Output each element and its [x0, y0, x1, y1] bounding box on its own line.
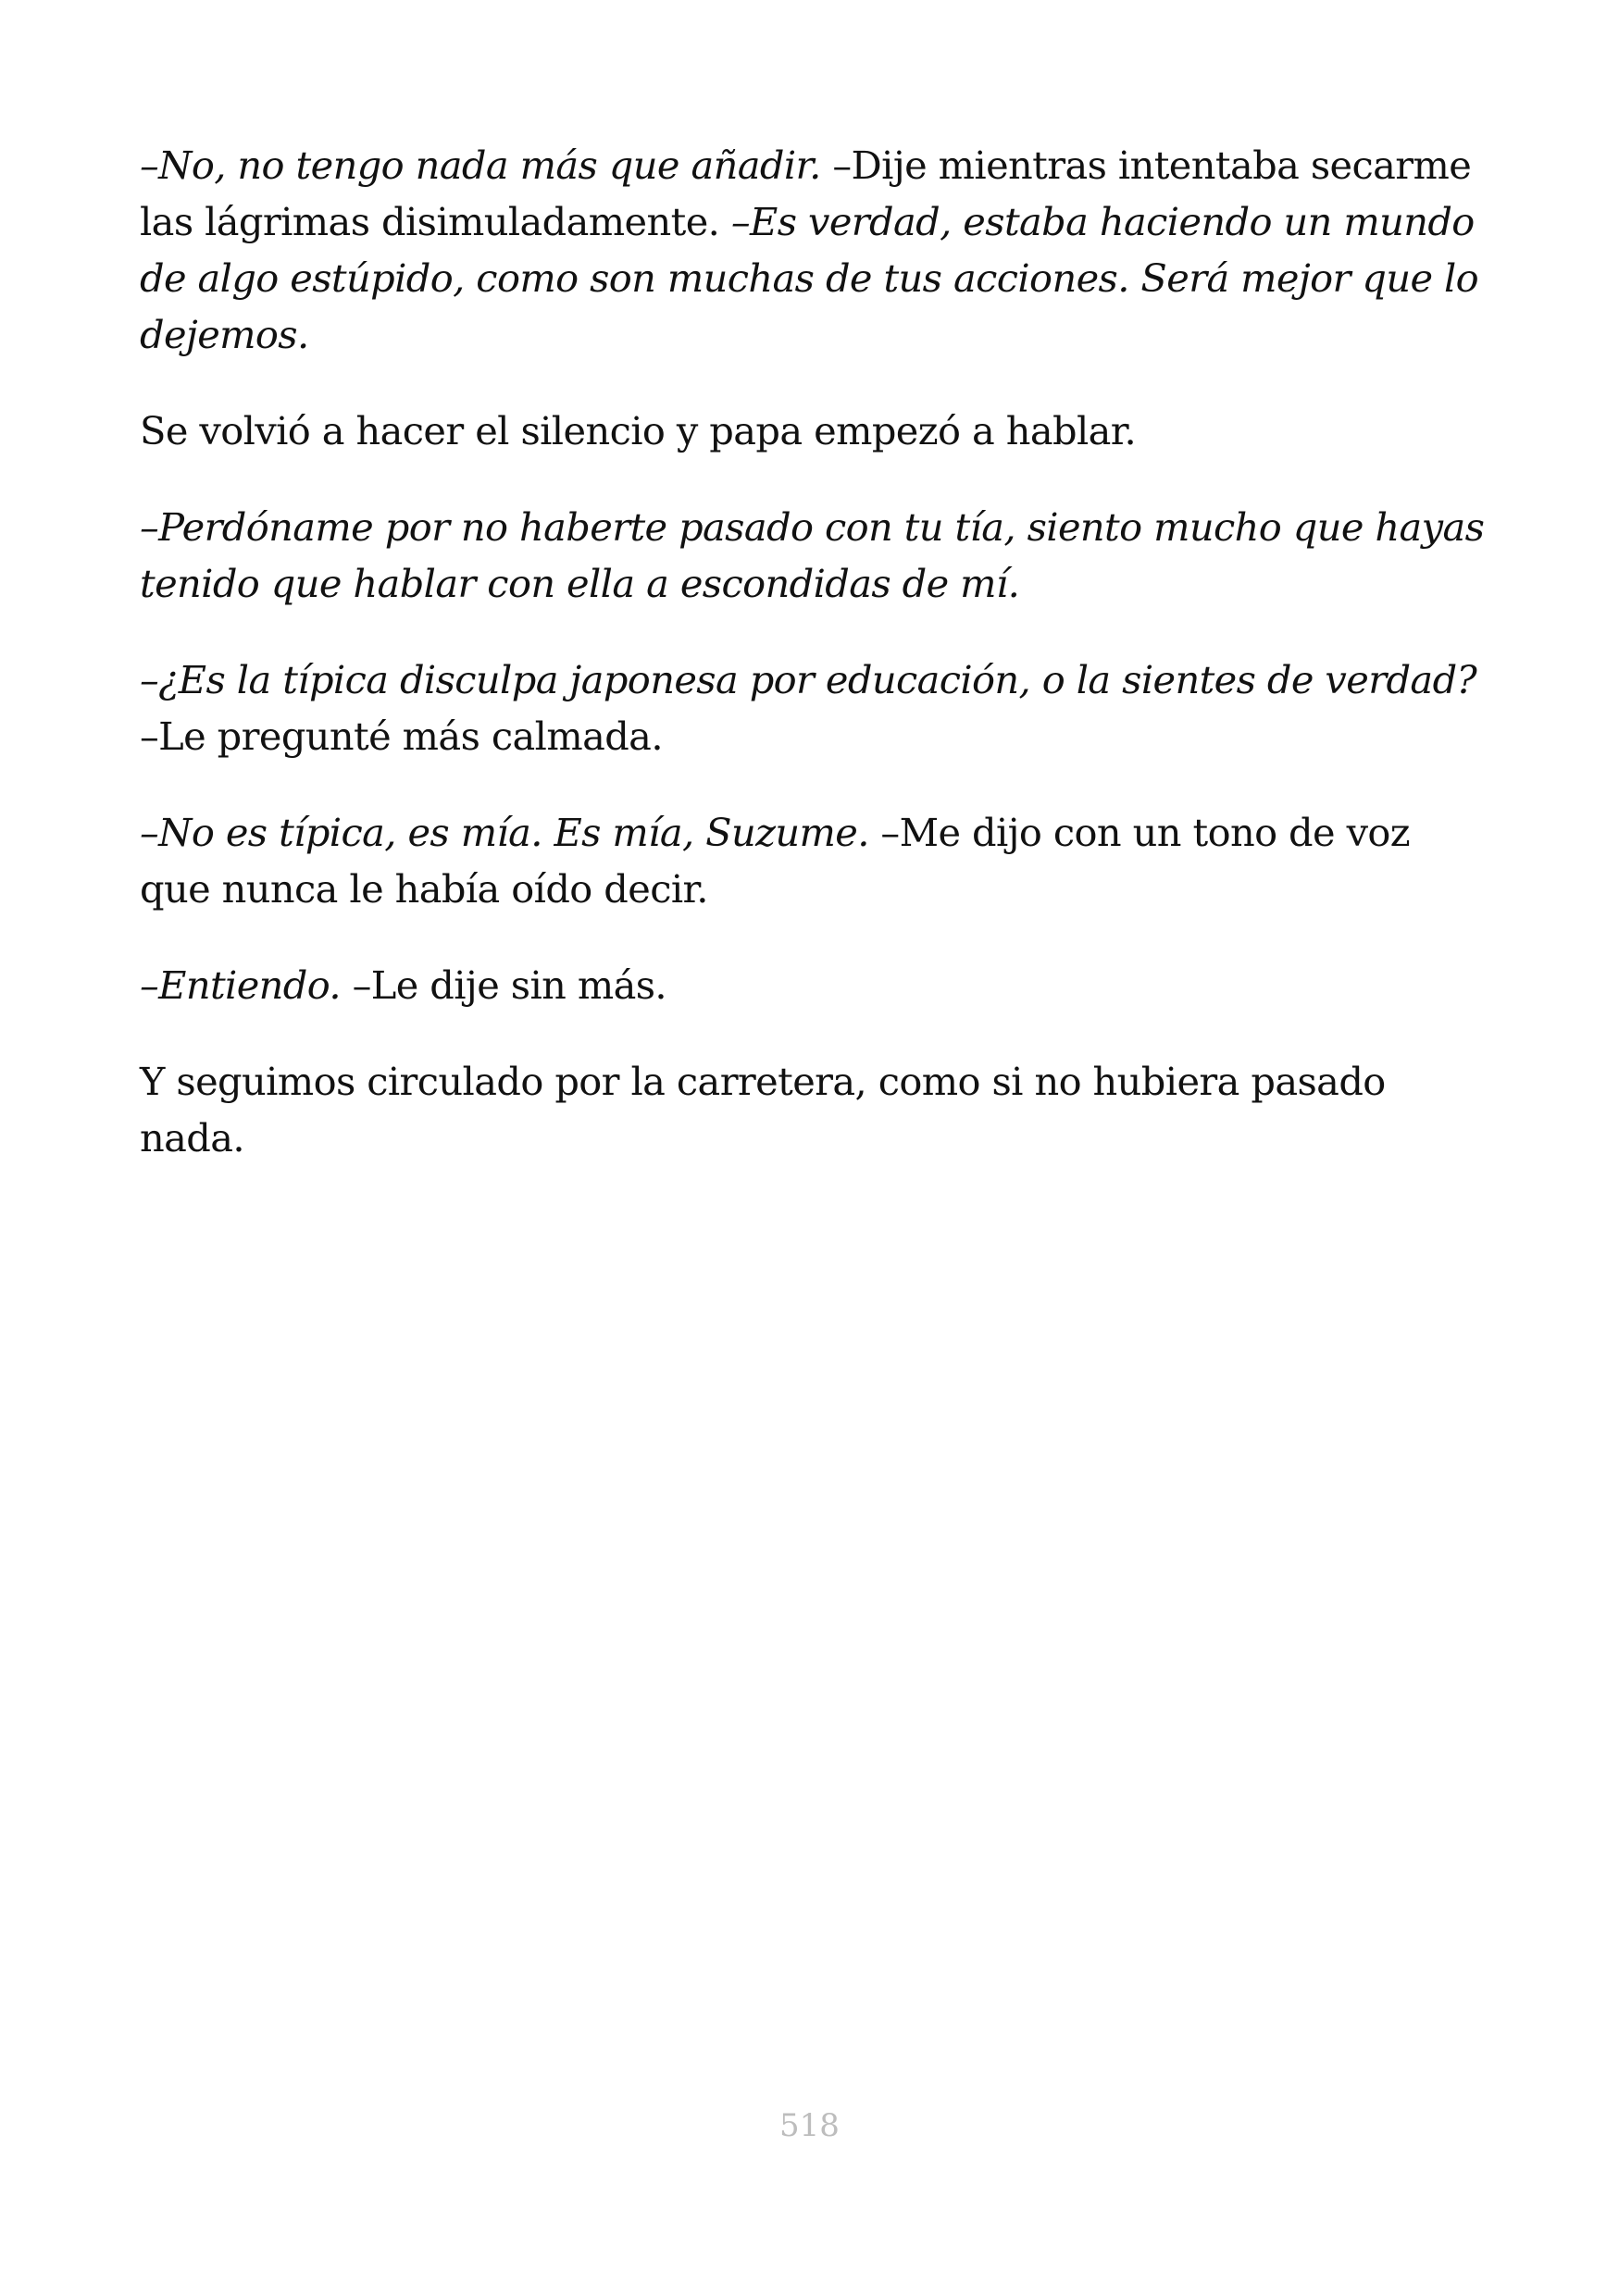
dialogue-italic: –No es típica, es mía. Es mía, Suzume.: [140, 810, 881, 855]
narration: –Dije mientras intentaba secarme las lágrimas disimuladamente.: [140, 143, 1472, 244]
dialogue-italic: –Perdóname por no haberte pasado con tu tía, siento mucho que hayas tenido que hablar con ella a escondidas de mí.: [140, 504, 1485, 606]
narration: Se volvió a hacer el silencio y papa empezó a hablar.: [140, 408, 1137, 453]
body-text: [140, 137, 1491, 1206]
paragraph: [140, 403, 1491, 459]
paragraph: [140, 804, 1491, 917]
dialogue-italic: –Es verdad, estaba haciendo un mundo de algo estúpido, como son muchas de tus acciones. Será mejor que lo dejemos.: [140, 199, 1479, 357]
page-number: 518: [779, 2107, 840, 2144]
narration: –Le dije sin más.: [352, 962, 667, 1008]
paragraph: [140, 957, 1491, 1013]
dialogue-italic: –No, no tengo nada más que añadir.: [140, 143, 833, 188]
paragraph: [140, 652, 1491, 764]
narration: –Le pregunté más calmada.: [140, 714, 663, 759]
narration: –Me dijo con un tono de voz que nunca le había oído decir.: [140, 810, 1411, 912]
narration: Y seguimos circulado por la carretera, como si no hubiera pasado nada.: [140, 1059, 1386, 1160]
paragraph: [140, 1053, 1491, 1166]
dialogue-italic: –¿Es la típica disculpa japonesa por educación, o la sientes de verdad?: [140, 657, 1477, 702]
paragraph: [140, 499, 1491, 612]
paragraph: [140, 137, 1491, 363]
dialogue-italic: –Entiendo.: [140, 962, 353, 1008]
